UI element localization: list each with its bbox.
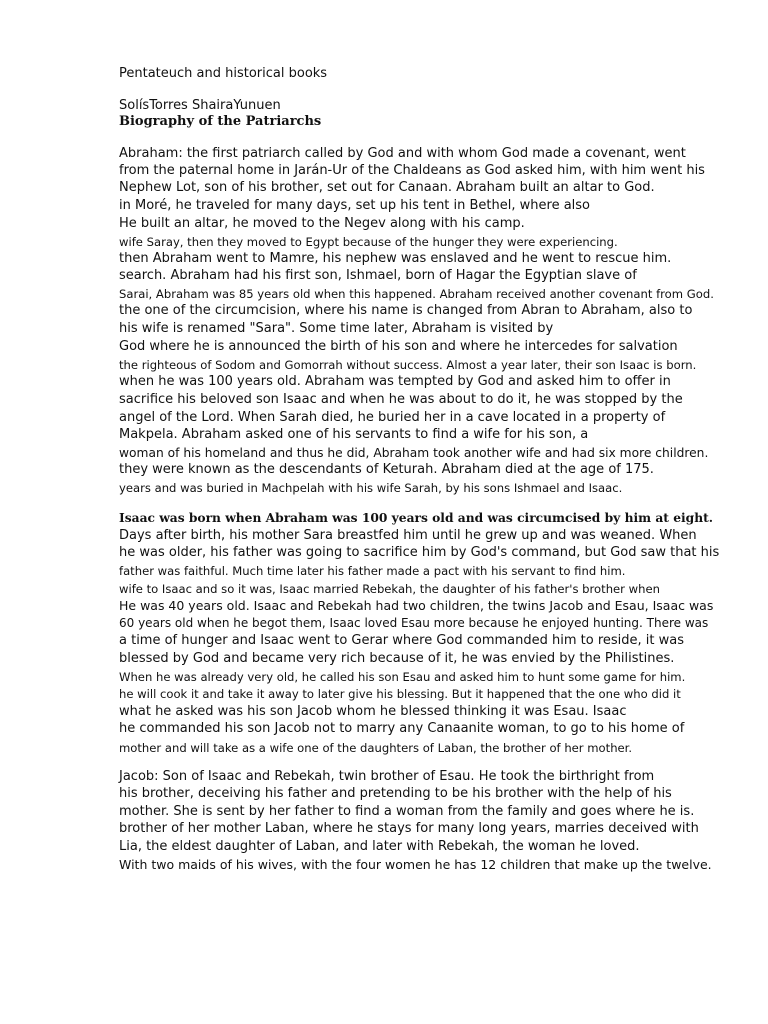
abraham-line: Makpela. Abraham asked one of his servants to find a wife for his son, a (119, 427, 589, 442)
abraham-line: He built an altar, he moved to the Negev along with his camp. (119, 216, 525, 231)
jacob-line: Lia, the eldest daughter of Laban, and later with Rebekah, the woman he loved. (119, 839, 640, 854)
isaac-line: a time of hunger and Isaac went to Gerar where God commanded him to reside, it was (119, 633, 684, 648)
jacob-line: Jacob: Son of Isaac and Rebekah, twin brother of Esau. He took the birthright from (119, 769, 655, 784)
abraham-line: when he was 100 years old. Abraham was tempted by God and asked him to offer in (119, 374, 671, 389)
isaac-line: When he was already very old, he called his son Esau and asked him to hunt some game for him. (119, 670, 686, 684)
isaac-line: what he asked was his son Jacob whom he blessed thinking it was Esau. Isaac (119, 704, 627, 719)
abraham-line: search. Abraham had his first son, Ishmael, born of Hagar the Egyptian slave of (119, 268, 637, 283)
isaac-line: wife to Isaac and so it was, Isaac married Rebekah, the daughter of his father's brother when (119, 582, 660, 596)
document-heading: Biography of the Patriarchs (119, 114, 322, 129)
course-title: Pentateuch and historical books (119, 66, 328, 81)
isaac-line: 60 years old when he begot them, Isaac loved Esau more because he enjoyed hunting. There was (119, 616, 709, 630)
isaac-line: father was faithful. Much time later his father made a pact with his servant to find him. (119, 564, 626, 578)
isaac-line: he will cook it and take it away to later give his blessing. But it happened that the one who did it (119, 687, 681, 701)
jacob-line: brother of her mother Laban, where he stays for many long years, marries deceived with (119, 821, 699, 836)
abraham-line: angel of the Lord. When Sarah died, he buried her in a cave located in a property of (119, 410, 666, 425)
abraham-line: God where he is announced the birth of his son and where he intercedes for salvation (119, 339, 678, 354)
isaac-line: Days after birth, his mother Sara breastfed him until he grew up and was weaned. When (119, 528, 697, 543)
abraham-line: years and was buried in Machpelah with his wife Sarah, by his sons Ishmael and Isaac. (119, 481, 623, 495)
author-name: SolísTorres ShairaYunuen (119, 98, 281, 113)
isaac-line: he commanded his son Jacob not to marry any Canaanite woman, to go to his home of (119, 721, 685, 736)
isaac-line: mother and will take as a wife one of the daughters of Laban, the brother of her mother. (119, 741, 633, 755)
abraham-line: then Abraham went to Mamre, his nephew was enslaved and he went to rescue him. (119, 251, 672, 266)
jacob-line: mother. She is sent by her father to find a woman from the family and goes where he is. (119, 804, 695, 819)
abraham-line: his wife is renamed "Sara". Some time later, Abraham is visited by (119, 321, 554, 336)
abraham-line: Abraham: the first patriarch called by God and with whom God made a covenant, went (119, 146, 686, 161)
jacob-line: With two maids of his wives, with the four women he has 12 children that make up the twelve. (119, 857, 712, 872)
abraham-line: wife Saray, then they moved to Egypt because of the hunger they were experiencing. (119, 235, 618, 249)
abraham-line: from the paternal home in Jarán-Ur of the Chaldeans as God asked him, with him went his (119, 163, 705, 178)
abraham-line: sacrifice his beloved son Isaac and when he was about to do it, he was stopped by the (119, 392, 683, 407)
isaac-heading: Isaac was born when Abraham was 100 years old and was circumcised by him at eight. (119, 510, 714, 525)
abraham-line: in Moré, he traveled for many days, set up his tent in Bethel, where also (119, 198, 591, 213)
abraham-line: they were known as the descendants of Keturah. Abraham died at the age of 175. (119, 462, 654, 477)
isaac-line: he was older, his father was going to sacrifice him by God's command, but God saw that his (119, 545, 720, 560)
abraham-line: woman of his homeland and thus he did, Abraham took another wife and had six more children. (119, 446, 709, 460)
jacob-line: his brother, deceiving his father and pretending to be his brother with the help of his (119, 786, 672, 801)
abraham-line: the righteous of Sodom and Gomorrah without success. Almost a year later, their son Isaac is born. (119, 358, 697, 372)
isaac-line: blessed by God and became very rich because of it, he was envied by the Philistines. (119, 651, 675, 666)
abraham-line: Nephew Lot, son of his brother, set out for Canaan. Abraham built an altar to God. (119, 180, 655, 195)
abraham-line: Sarai, Abraham was 85 years old when this happened. Abraham received another covenant from God. (119, 287, 714, 301)
abraham-line: the one of the circumcision, where his name is changed from Abran to Abraham, also to (119, 303, 693, 318)
isaac-line: He was 40 years old. Isaac and Rebekah had two children, the twins Jacob and Esau, Isaac was (119, 598, 714, 613)
